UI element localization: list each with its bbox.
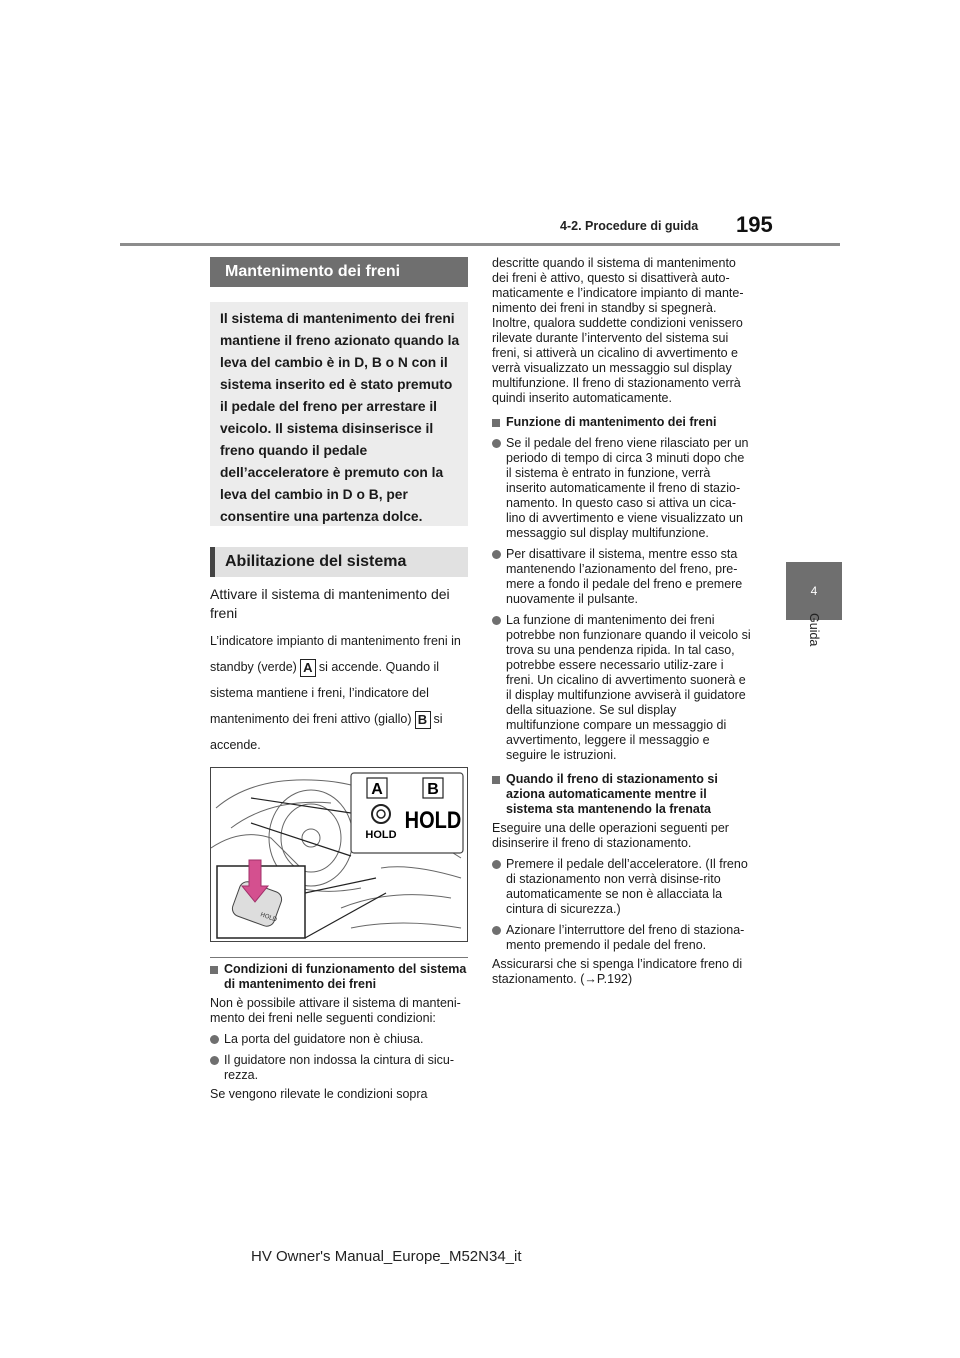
round-bullet-icon bbox=[210, 1056, 219, 1065]
arrow-icon: → bbox=[584, 972, 597, 986]
function-subheading-text: Funzione di mantenimento dei freni bbox=[506, 415, 717, 429]
list-item-text: La funzione di mantenimento dei freni potrebbe non funzionare quando il veicolo si trova su una pendenza ripida. In tal caso, potrebbe essere necessario utiliz-zare i freni. Un cicalino di avvertimento suonerà e il display multifunzione avviserà il guidatore della situazione. Se sul display multifunzione compare un messaggio di avvertimento, leggere il messaggio e seguire le istruzioni. bbox=[506, 613, 751, 762]
function-subheading bbox=[492, 415, 752, 430]
list-item-text: Il guidatore non indossa la cintura di sicu-rezza. bbox=[224, 1053, 454, 1082]
conditions-intro: Non è possibile attivare il sistema di manteni-mento dei freni nelle seguenti condizioni: bbox=[210, 996, 461, 1025]
header-divider bbox=[120, 243, 840, 246]
list-item bbox=[210, 1032, 468, 1047]
header-section-title: 4-2. Procedure di guida bbox=[560, 219, 699, 233]
parking-intro: Eseguire una delle operazioni seguenti per disinserire il freno di stazionamento. bbox=[492, 821, 729, 850]
indicator-text-3: si accende. bbox=[210, 712, 443, 752]
list-item bbox=[210, 1053, 468, 1083]
right-column bbox=[492, 256, 752, 987]
list-item-text: Azionare l’interruttore del freno di staziona-mento premendo il pedale del freno. bbox=[506, 923, 745, 952]
intro-callout: Il sistema di mantenimento dei freni mantiene il freno azionato quando la leva del cambio è in D, B o N con il sistema inserito ed è stato premuto il pedale del freno per arrestare il veicolo. Il sistema disinserisce il freno quando il pedale dell’acceleratore è premuto con la leva del cambio in D o B, per consentire una partenza dolce. bbox=[210, 302, 468, 526]
section-heading-enable-system: Abilitazione del sistema bbox=[210, 547, 468, 577]
round-bullet-icon bbox=[492, 550, 501, 559]
chapter-tab: 4 bbox=[786, 562, 842, 620]
square-bullet-icon bbox=[492, 419, 500, 427]
list-item bbox=[492, 857, 752, 917]
list-item bbox=[492, 923, 752, 953]
list-item bbox=[492, 547, 752, 607]
parking-subheading-text: Quando il freno di stazionamento si aziona automaticamente mentre il sistema sta mantenendo la frenata bbox=[506, 772, 718, 816]
badge-b: B bbox=[415, 711, 431, 729]
round-bullet-icon bbox=[492, 926, 501, 935]
conditions-section bbox=[210, 962, 468, 1102]
square-bullet-icon bbox=[210, 966, 218, 974]
conditions-outro: Se vengono rilevate le condizioni sopra bbox=[210, 1087, 428, 1101]
enable-intro: Attivare il sistema di mantenimento dei freni bbox=[210, 586, 450, 621]
list-item-text: Premere il pedale dell’acceleratore. (Il freno di stazionamento non verrà disinse-rito automaticamente se non è allacciata la cintura di sicurezza.) bbox=[506, 857, 748, 916]
round-bullet-icon bbox=[210, 1035, 219, 1044]
figure-label-b: B bbox=[427, 781, 439, 798]
indicator-text-2: si accende. Quando il sistema mantiene i freni, l’indicatore del mantenimento dei freni attivo (giallo) bbox=[210, 660, 440, 726]
switch-hold-text: HOLD bbox=[259, 911, 278, 924]
chapter-label: Guida bbox=[807, 613, 821, 647]
figure-divider bbox=[210, 957, 468, 958]
list-item bbox=[492, 613, 752, 763]
hold-switch-illustration bbox=[210, 767, 468, 942]
conditions-subheading-text: Condizioni di funzionamento del sistema di mantenimento dei freni bbox=[224, 962, 467, 991]
indicator-description bbox=[210, 628, 468, 758]
conditions-subheading bbox=[210, 962, 468, 992]
list-item-text: La porta del guidatore non è chiusa. bbox=[224, 1032, 424, 1046]
footer-manual-id: HV Owner's Manual_Europe_M52N34_it bbox=[251, 1248, 522, 1265]
hold-label-active: HOLD bbox=[404, 806, 462, 834]
parking-outro bbox=[492, 957, 752, 987]
list-item-text: Se il pedale del freno viene rilasciato per un periodo di tempo di circa 3 minuti dopo che il sistema è entrato in funzione, verrà inserito automaticamente il freno di stazio-namento. In questo caso si attiva un cica-lino di avvertimento e viene visualizzato un messaggio sul display multifunzione. bbox=[506, 436, 749, 540]
list-item-text: Per disattivare il sistema, mentre esso sta mantenendo l’azionamento del freno, pre-mere a fondo il pedale del freno e premere nuovamente il pulsante. bbox=[506, 547, 743, 606]
list-item bbox=[492, 436, 752, 541]
cockpit-drawing bbox=[211, 768, 467, 941]
round-bullet-icon bbox=[492, 439, 501, 448]
figure-label-a: A bbox=[371, 781, 383, 798]
parking-subheading bbox=[492, 772, 752, 817]
section-heading-brake-hold: Mantenimento dei freni bbox=[210, 257, 468, 287]
hold-label-standby: HOLD bbox=[365, 829, 397, 841]
parking-outro-text: Assicurarsi che si spenga l’indicatore freno di stazionamento. ( bbox=[492, 957, 743, 986]
auto-disable-paragraph: descritte quando il sistema di mantenimento dei freni è attivo, questo si disattiverà auto-maticamente e l’indicatore impianto di mante-nimento dei freni in standby si spegnerà. Inoltre, qualora suddette condizioni venissero rilevate durante l’intervento del sistema sui freni, si attiverà un cicalino di avvertimento e verrà visualizzato un messaggio sul display multifunzione. Il freno di stazionamento verrà quindi inserito automaticamente. bbox=[492, 256, 744, 405]
page-number: 195 bbox=[736, 212, 773, 237]
indicator-text-1: L’indicatore impianto di mantenimento freni in standby (verde) bbox=[210, 634, 461, 674]
page-reference-link[interactable]: P.192) bbox=[596, 972, 633, 986]
round-bullet-icon bbox=[492, 860, 501, 869]
square-bullet-icon bbox=[492, 776, 500, 784]
badge-a: A bbox=[300, 659, 316, 677]
round-bullet-icon bbox=[492, 616, 501, 625]
